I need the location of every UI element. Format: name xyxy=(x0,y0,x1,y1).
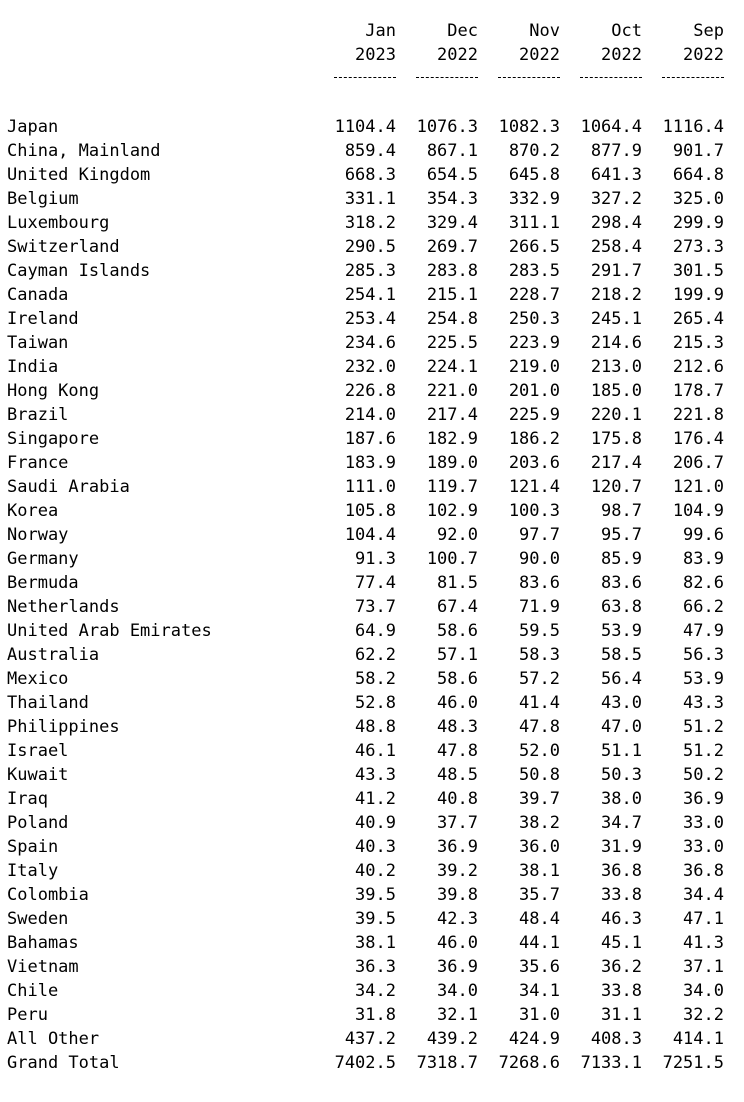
header-month-row xyxy=(0,19,744,43)
value-cell: 56.3 xyxy=(683,645,724,665)
value-cell: 111.0 xyxy=(344,477,396,497)
value-cell: 254.8 xyxy=(426,309,478,329)
value-cell: 220.1 xyxy=(590,405,642,425)
value-cell: 266.5 xyxy=(508,237,560,257)
country-name: Ireland xyxy=(7,309,79,329)
country-name: Korea xyxy=(7,501,59,521)
value-cell: 44.1 xyxy=(519,933,560,953)
country-name: Poland xyxy=(7,813,69,833)
value-cell: 81.5 xyxy=(437,573,478,593)
table-row xyxy=(0,475,744,499)
value-cell: 48.3 xyxy=(437,717,478,737)
value-cell: 100.3 xyxy=(508,501,560,521)
value-cell: 95.7 xyxy=(601,525,642,545)
value-cell: 46.1 xyxy=(355,741,396,761)
value-cell: 175.8 xyxy=(590,429,642,449)
value-cell: 870.2 xyxy=(508,141,560,161)
value-cell: 34.0 xyxy=(683,981,724,1001)
value-cell: 186.2 xyxy=(508,429,560,449)
value-cell: 50.3 xyxy=(601,765,642,785)
value-cell: 1116.4 xyxy=(662,117,724,137)
value-cell: 226.8 xyxy=(344,381,396,401)
country-name: Philippines xyxy=(7,717,120,737)
value-cell: 437.2 xyxy=(344,1029,396,1049)
value-cell: 42.3 xyxy=(437,909,478,929)
value-cell: 283.5 xyxy=(508,261,560,281)
value-cell: 38.1 xyxy=(355,933,396,953)
header-rule xyxy=(416,77,478,78)
value-cell: 185.0 xyxy=(590,381,642,401)
value-cell: 51.2 xyxy=(683,741,724,761)
value-cell: 182.9 xyxy=(426,429,478,449)
table-row xyxy=(0,187,744,211)
table-row xyxy=(0,1003,744,1027)
value-cell: 254.1 xyxy=(344,285,396,305)
table-row xyxy=(0,307,744,331)
value-cell: 265.4 xyxy=(672,309,724,329)
value-cell: 214.6 xyxy=(590,333,642,353)
value-cell: 91.3 xyxy=(355,549,396,569)
table-row xyxy=(0,523,744,547)
value-cell: 104.9 xyxy=(672,501,724,521)
country-name: Australia xyxy=(7,645,100,665)
value-cell: 201.0 xyxy=(508,381,560,401)
value-cell: 58.5 xyxy=(601,645,642,665)
value-cell: 228.7 xyxy=(508,285,560,305)
country-name: Mexico xyxy=(7,669,69,689)
table-row xyxy=(0,211,744,235)
value-cell: 36.3 xyxy=(355,957,396,977)
value-cell: 58.3 xyxy=(519,645,560,665)
country-name: Belgium xyxy=(7,189,79,209)
value-cell: 219.0 xyxy=(508,357,560,377)
value-cell: 7318.7 xyxy=(416,1053,478,1073)
table-row xyxy=(0,811,744,835)
value-cell: 39.5 xyxy=(355,885,396,905)
table-row xyxy=(0,787,744,811)
country-name: Switzerland xyxy=(7,237,120,257)
value-cell: 43.0 xyxy=(601,693,642,713)
value-cell: 62.2 xyxy=(355,645,396,665)
country-name: Italy xyxy=(7,861,59,881)
table-row xyxy=(0,1051,744,1075)
country-name: United Kingdom xyxy=(7,165,151,185)
value-cell: 258.4 xyxy=(590,237,642,257)
value-cell: 7251.5 xyxy=(662,1053,724,1073)
header-year-row xyxy=(0,43,744,67)
value-cell: 35.7 xyxy=(519,885,560,905)
value-cell: 71.9 xyxy=(519,597,560,617)
country-name: India xyxy=(7,357,59,377)
value-cell: 66.2 xyxy=(683,597,724,617)
value-cell: 221.0 xyxy=(426,381,478,401)
value-cell: 38.1 xyxy=(519,861,560,881)
value-cell: 121.0 xyxy=(672,477,724,497)
value-cell: 221.8 xyxy=(672,405,724,425)
value-cell: 48.5 xyxy=(437,765,478,785)
value-cell: 311.1 xyxy=(508,213,560,233)
value-cell: 43.3 xyxy=(683,693,724,713)
value-cell: 37.1 xyxy=(683,957,724,977)
value-cell: 100.7 xyxy=(426,549,478,569)
country-name: Kuwait xyxy=(7,765,69,785)
value-cell: 58.6 xyxy=(437,621,478,641)
value-cell: 285.3 xyxy=(344,261,396,281)
value-cell: 99.6 xyxy=(683,525,724,545)
value-cell: 245.1 xyxy=(590,309,642,329)
value-cell: 50.8 xyxy=(519,765,560,785)
table-row xyxy=(0,667,744,691)
country-name: Grand Total xyxy=(7,1053,120,1073)
value-cell: 290.5 xyxy=(344,237,396,257)
header-rule xyxy=(580,77,642,78)
header-month: Sep xyxy=(693,21,724,41)
country-name: Vietnam xyxy=(7,957,79,977)
value-cell: 98.7 xyxy=(601,501,642,521)
country-name: Japan xyxy=(7,117,59,137)
value-cell: 34.7 xyxy=(601,813,642,833)
value-cell: 36.8 xyxy=(601,861,642,881)
header-year: 2022 xyxy=(437,45,478,65)
value-cell: 102.9 xyxy=(426,501,478,521)
value-cell: 7402.5 xyxy=(334,1053,396,1073)
value-cell: 56.4 xyxy=(601,669,642,689)
country-name: Luxembourg xyxy=(7,213,110,233)
header-month: Dec xyxy=(447,21,478,41)
table-row xyxy=(0,235,744,259)
value-cell: 58.6 xyxy=(437,669,478,689)
value-cell: 225.5 xyxy=(426,333,478,353)
value-cell: 46.0 xyxy=(437,933,478,953)
value-cell: 859.4 xyxy=(344,141,396,161)
table-row xyxy=(0,979,744,1003)
table-row xyxy=(0,883,744,907)
value-cell: 424.9 xyxy=(508,1029,560,1049)
value-cell: 31.8 xyxy=(355,1005,396,1025)
table-row xyxy=(0,163,744,187)
value-cell: 83.6 xyxy=(519,573,560,593)
value-cell: 212.6 xyxy=(672,357,724,377)
value-cell: 867.1 xyxy=(426,141,478,161)
value-cell: 47.8 xyxy=(437,741,478,761)
value-cell: 59.5 xyxy=(519,621,560,641)
value-cell: 53.9 xyxy=(683,669,724,689)
value-cell: 85.9 xyxy=(601,549,642,569)
value-cell: 38.2 xyxy=(519,813,560,833)
value-cell: 414.1 xyxy=(672,1029,724,1049)
value-cell: 58.2 xyxy=(355,669,396,689)
table-row xyxy=(0,739,744,763)
value-cell: 327.2 xyxy=(590,189,642,209)
value-cell: 33.0 xyxy=(683,813,724,833)
country-name: Netherlands xyxy=(7,597,120,617)
value-cell: 34.1 xyxy=(519,981,560,1001)
value-cell: 45.1 xyxy=(601,933,642,953)
value-cell: 38.0 xyxy=(601,789,642,809)
value-cell: 119.7 xyxy=(426,477,478,497)
value-cell: 223.9 xyxy=(508,333,560,353)
value-cell: 40.2 xyxy=(355,861,396,881)
value-cell: 299.9 xyxy=(672,213,724,233)
value-cell: 43.3 xyxy=(355,765,396,785)
country-name: Israel xyxy=(7,741,69,761)
value-cell: 31.9 xyxy=(601,837,642,857)
value-cell: 46.3 xyxy=(601,909,642,929)
value-cell: 31.0 xyxy=(519,1005,560,1025)
value-cell: 187.6 xyxy=(344,429,396,449)
value-cell: 121.4 xyxy=(508,477,560,497)
header-month: Nov xyxy=(529,21,560,41)
value-cell: 51.2 xyxy=(683,717,724,737)
value-cell: 7268.6 xyxy=(498,1053,560,1073)
header-rule xyxy=(662,77,724,78)
country-name: Hong Kong xyxy=(7,381,100,401)
country-name: Peru xyxy=(7,1005,48,1025)
value-cell: 40.3 xyxy=(355,837,396,857)
value-cell: 34.0 xyxy=(437,981,478,1001)
table-row xyxy=(0,355,744,379)
value-cell: 104.4 xyxy=(344,525,396,545)
value-cell: 34.2 xyxy=(355,981,396,1001)
header-rule xyxy=(498,77,560,78)
value-cell: 47.0 xyxy=(601,717,642,737)
value-cell: 283.8 xyxy=(426,261,478,281)
table-row xyxy=(0,259,744,283)
value-cell: 331.1 xyxy=(344,189,396,209)
table-row xyxy=(0,691,744,715)
value-cell: 57.1 xyxy=(437,645,478,665)
value-cell: 39.8 xyxy=(437,885,478,905)
value-cell: 36.9 xyxy=(437,837,478,857)
table-row xyxy=(0,643,744,667)
value-cell: 215.1 xyxy=(426,285,478,305)
value-cell: 36.9 xyxy=(437,957,478,977)
value-cell: 31.1 xyxy=(601,1005,642,1025)
value-cell: 90.0 xyxy=(519,549,560,569)
country-name: Colombia xyxy=(7,885,89,905)
value-cell: 39.2 xyxy=(437,861,478,881)
value-cell: 73.7 xyxy=(355,597,396,617)
value-cell: 40.9 xyxy=(355,813,396,833)
value-cell: 234.6 xyxy=(344,333,396,353)
value-cell: 178.7 xyxy=(672,381,724,401)
value-cell: 225.9 xyxy=(508,405,560,425)
value-cell: 53.9 xyxy=(601,621,642,641)
value-cell: 408.3 xyxy=(590,1029,642,1049)
header-year: 2022 xyxy=(601,45,642,65)
country-name: Germany xyxy=(7,549,79,569)
value-cell: 47.1 xyxy=(683,909,724,929)
value-cell: 901.7 xyxy=(672,141,724,161)
value-cell: 105.8 xyxy=(344,501,396,521)
value-cell: 36.2 xyxy=(601,957,642,977)
table-row xyxy=(0,715,744,739)
value-cell: 63.8 xyxy=(601,597,642,617)
value-cell: 250.3 xyxy=(508,309,560,329)
value-cell: 46.0 xyxy=(437,693,478,713)
country-name: Canada xyxy=(7,285,69,305)
value-cell: 51.1 xyxy=(601,741,642,761)
value-cell: 1064.4 xyxy=(580,117,642,137)
country-name: Norway xyxy=(7,525,69,545)
value-cell: 36.8 xyxy=(683,861,724,881)
value-cell: 36.9 xyxy=(683,789,724,809)
value-cell: 176.4 xyxy=(672,429,724,449)
value-cell: 189.0 xyxy=(426,453,478,473)
value-cell: 40.8 xyxy=(437,789,478,809)
country-name: Thailand xyxy=(7,693,89,713)
table-row xyxy=(0,115,744,139)
value-cell: 318.2 xyxy=(344,213,396,233)
header-year: 2022 xyxy=(519,45,560,65)
value-cell: 668.3 xyxy=(344,165,396,185)
value-cell: 183.9 xyxy=(344,453,396,473)
value-cell: 47.8 xyxy=(519,717,560,737)
table-row xyxy=(0,619,744,643)
value-cell: 83.9 xyxy=(683,549,724,569)
value-cell: 291.7 xyxy=(590,261,642,281)
country-name: Taiwan xyxy=(7,333,69,353)
value-cell: 67.4 xyxy=(437,597,478,617)
value-cell: 877.9 xyxy=(590,141,642,161)
country-name: Brazil xyxy=(7,405,69,425)
table-row xyxy=(0,499,744,523)
value-cell: 33.8 xyxy=(601,885,642,905)
table-row xyxy=(0,427,744,451)
header-month: Jan xyxy=(365,21,396,41)
table-row xyxy=(0,331,744,355)
value-cell: 215.3 xyxy=(672,333,724,353)
value-cell: 64.9 xyxy=(355,621,396,641)
value-cell: 645.8 xyxy=(508,165,560,185)
value-cell: 7133.1 xyxy=(580,1053,642,1073)
table-row xyxy=(0,451,744,475)
value-cell: 52.0 xyxy=(519,741,560,761)
value-cell: 47.9 xyxy=(683,621,724,641)
table-row xyxy=(0,835,744,859)
value-cell: 218.2 xyxy=(590,285,642,305)
value-cell: 41.2 xyxy=(355,789,396,809)
table-row xyxy=(0,763,744,787)
value-cell: 97.7 xyxy=(519,525,560,545)
value-cell: 298.4 xyxy=(590,213,642,233)
value-cell: 39.7 xyxy=(519,789,560,809)
table-row xyxy=(0,571,744,595)
value-cell: 1104.4 xyxy=(334,117,396,137)
country-name: Iraq xyxy=(7,789,48,809)
table-row xyxy=(0,379,744,403)
value-cell: 41.3 xyxy=(683,933,724,953)
table-row xyxy=(0,139,744,163)
table-row xyxy=(0,859,744,883)
value-cell: 32.1 xyxy=(437,1005,478,1025)
value-cell: 301.5 xyxy=(672,261,724,281)
table-row xyxy=(0,403,744,427)
value-cell: 273.3 xyxy=(672,237,724,257)
value-cell: 50.2 xyxy=(683,765,724,785)
table-row xyxy=(0,283,744,307)
value-cell: 34.4 xyxy=(683,885,724,905)
value-cell: 329.4 xyxy=(426,213,478,233)
value-cell: 217.4 xyxy=(426,405,478,425)
header-rule xyxy=(334,77,396,78)
value-cell: 83.6 xyxy=(601,573,642,593)
value-cell: 1082.3 xyxy=(498,117,560,137)
value-cell: 213.0 xyxy=(590,357,642,377)
country-name: All Other xyxy=(7,1029,100,1049)
value-cell: 325.0 xyxy=(672,189,724,209)
value-cell: 224.1 xyxy=(426,357,478,377)
header-year: 2022 xyxy=(683,45,724,65)
value-cell: 1076.3 xyxy=(416,117,478,137)
table-row xyxy=(0,547,744,571)
country-name: Bahamas xyxy=(7,933,79,953)
value-cell: 57.2 xyxy=(519,669,560,689)
value-cell: 664.8 xyxy=(672,165,724,185)
table-row xyxy=(0,907,744,931)
country-name: Saudi Arabia xyxy=(7,477,130,497)
table-row xyxy=(0,1027,744,1051)
value-cell: 35.6 xyxy=(519,957,560,977)
value-cell: 199.9 xyxy=(672,285,724,305)
value-cell: 33.8 xyxy=(601,981,642,1001)
value-cell: 33.0 xyxy=(683,837,724,857)
value-cell: 32.2 xyxy=(683,1005,724,1025)
value-cell: 48.8 xyxy=(355,717,396,737)
value-cell: 92.0 xyxy=(437,525,478,545)
country-name: Sweden xyxy=(7,909,69,929)
value-cell: 52.8 xyxy=(355,693,396,713)
value-cell: 332.9 xyxy=(508,189,560,209)
value-cell: 253.4 xyxy=(344,309,396,329)
value-cell: 203.6 xyxy=(508,453,560,473)
value-cell: 214.0 xyxy=(344,405,396,425)
value-cell: 269.7 xyxy=(426,237,478,257)
value-cell: 439.2 xyxy=(426,1029,478,1049)
value-cell: 39.5 xyxy=(355,909,396,929)
value-cell: 641.3 xyxy=(590,165,642,185)
country-name: Chile xyxy=(7,981,59,1001)
value-cell: 354.3 xyxy=(426,189,478,209)
value-cell: 37.7 xyxy=(437,813,478,833)
country-name: Bermuda xyxy=(7,573,79,593)
value-cell: 36.0 xyxy=(519,837,560,857)
value-cell: 41.4 xyxy=(519,693,560,713)
value-cell: 654.5 xyxy=(426,165,478,185)
value-cell: 120.7 xyxy=(590,477,642,497)
country-name: France xyxy=(7,453,69,473)
table-row xyxy=(0,595,744,619)
header-month: Oct xyxy=(611,21,642,41)
header-year: 2023 xyxy=(355,45,396,65)
country-name: China, Mainland xyxy=(7,141,161,161)
country-name: Cayman Islands xyxy=(7,261,151,281)
table-row xyxy=(0,931,744,955)
value-cell: 217.4 xyxy=(590,453,642,473)
value-cell: 232.0 xyxy=(344,357,396,377)
value-cell: 77.4 xyxy=(355,573,396,593)
table-row xyxy=(0,955,744,979)
value-cell: 206.7 xyxy=(672,453,724,473)
country-name: United Arab Emirates xyxy=(7,621,212,641)
country-name: Spain xyxy=(7,837,59,857)
country-name: Singapore xyxy=(7,429,100,449)
value-cell: 82.6 xyxy=(683,573,724,593)
value-cell: 48.4 xyxy=(519,909,560,929)
